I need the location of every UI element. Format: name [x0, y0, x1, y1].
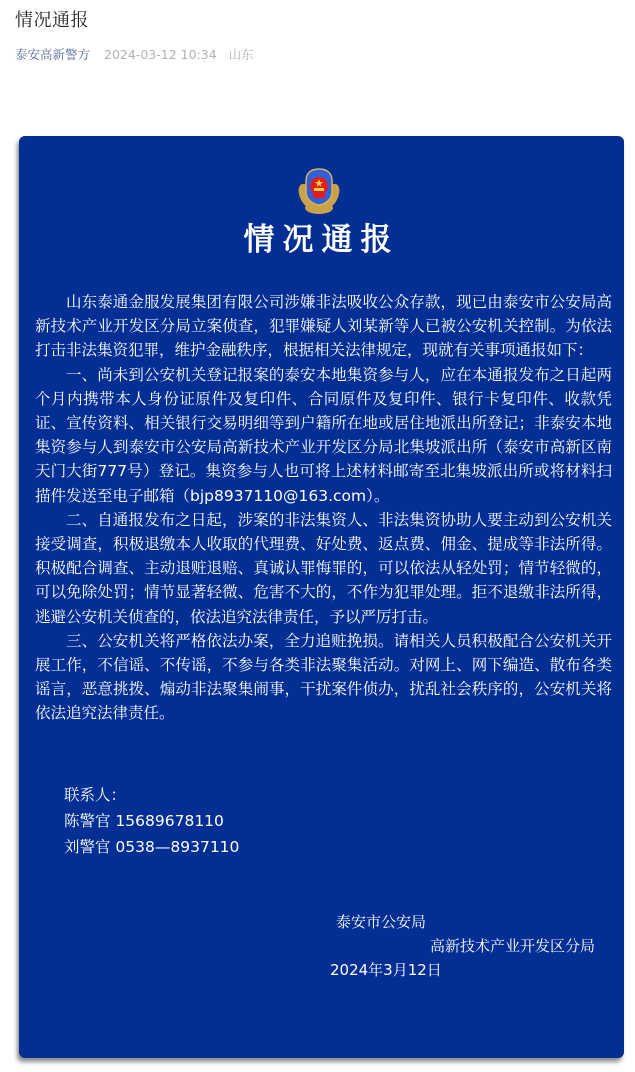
notice-paragraph-2: 二、自通报发布之日起，涉案的非法集资人、非法集资协助人要主动到公安机关接受调查，积极退缴本人收取的代理费、好处费、返点费、佣金、提成等非法所得。积极配合调查、主动退赃退赔、真诚认罪悔罪的，可以依法从轻处罚；情节轻微的，可以免除处罚；情节显著轻微、危害不大的，不作为犯罪处理。拒不退缴非法所得，逃避公安机关侦查的，依法追究法律责任，予以严厉打击。 — [35, 510, 612, 626]
contact-item: 刘警官 0538—8937110 — [64, 838, 240, 856]
publish-time: 2024-03-12 10:34 — [104, 47, 217, 62]
notice-title: 情况通报 — [243, 222, 400, 258]
account-name-link[interactable]: 泰安高新警方 — [15, 47, 91, 62]
article-meta — [15, 46, 254, 64]
contact-item: 陈警官 15689678110 — [64, 812, 224, 830]
signature-date: 2024年3月12日 — [330, 961, 442, 979]
notice-paragraph-intro: 山东泰通金服发展集团有限公司涉嫌非法吸收公众存款，现已由泰安市公安局高新技术产业开发区分局立案侦查，犯罪嫌疑人刘某新等人已被公安机关控制。为依法打击非法集资犯罪，维护金融秩序，根据相关法律规定，现就有关事项通报如下： — [35, 293, 612, 360]
notice-body — [35, 290, 612, 726]
publish-location: 山东 — [228, 47, 254, 62]
signature-branch: 高新技术产业开发区分局 — [430, 937, 596, 955]
article-title: 情况通报 — [15, 10, 89, 31]
signature-bureau: 泰安市公安局 — [336, 913, 427, 931]
contacts-block — [64, 782, 239, 860]
notice-paragraph-3: 三、公安机关将严格依法办案，全力追赃挽损。请相关人员积极配合公安机关开展工作，不信谣、不传谣，不参与各类非法聚集活动。对网上、网下编造、散布各类谣言，恶意挑拨、煽动非法聚集闹事，干扰案件侦办，扰乱社会秩序的，公安机关将依法追究法律责任。 — [35, 631, 612, 723]
notice-paragraph-1: 一、尚未到公安机关登记报案的泰安本地集资参与人，应在本通报发布之日起两个月内携带本人身份证原件及复印件、合同原件及复印件、银行卡复印件、收款凭证、宣传资料、相关银行交易明细等到户籍所在地或居住地派出所登记；非泰安本地集资参与人到泰安市公安局高新技术产业开发区分局北集坡派出所（泰安市高新区南天门大街777号）登记。集资参与人也可将上述材料邮寄至北集坡派出所或将材料扫描件发送至电子邮箱（bjp8937110@163.com）。 — [35, 365, 612, 505]
contacts-label: 联系人： — [64, 786, 127, 804]
notice-image — [19, 136, 624, 1058]
police-emblem-icon — [296, 166, 342, 216]
